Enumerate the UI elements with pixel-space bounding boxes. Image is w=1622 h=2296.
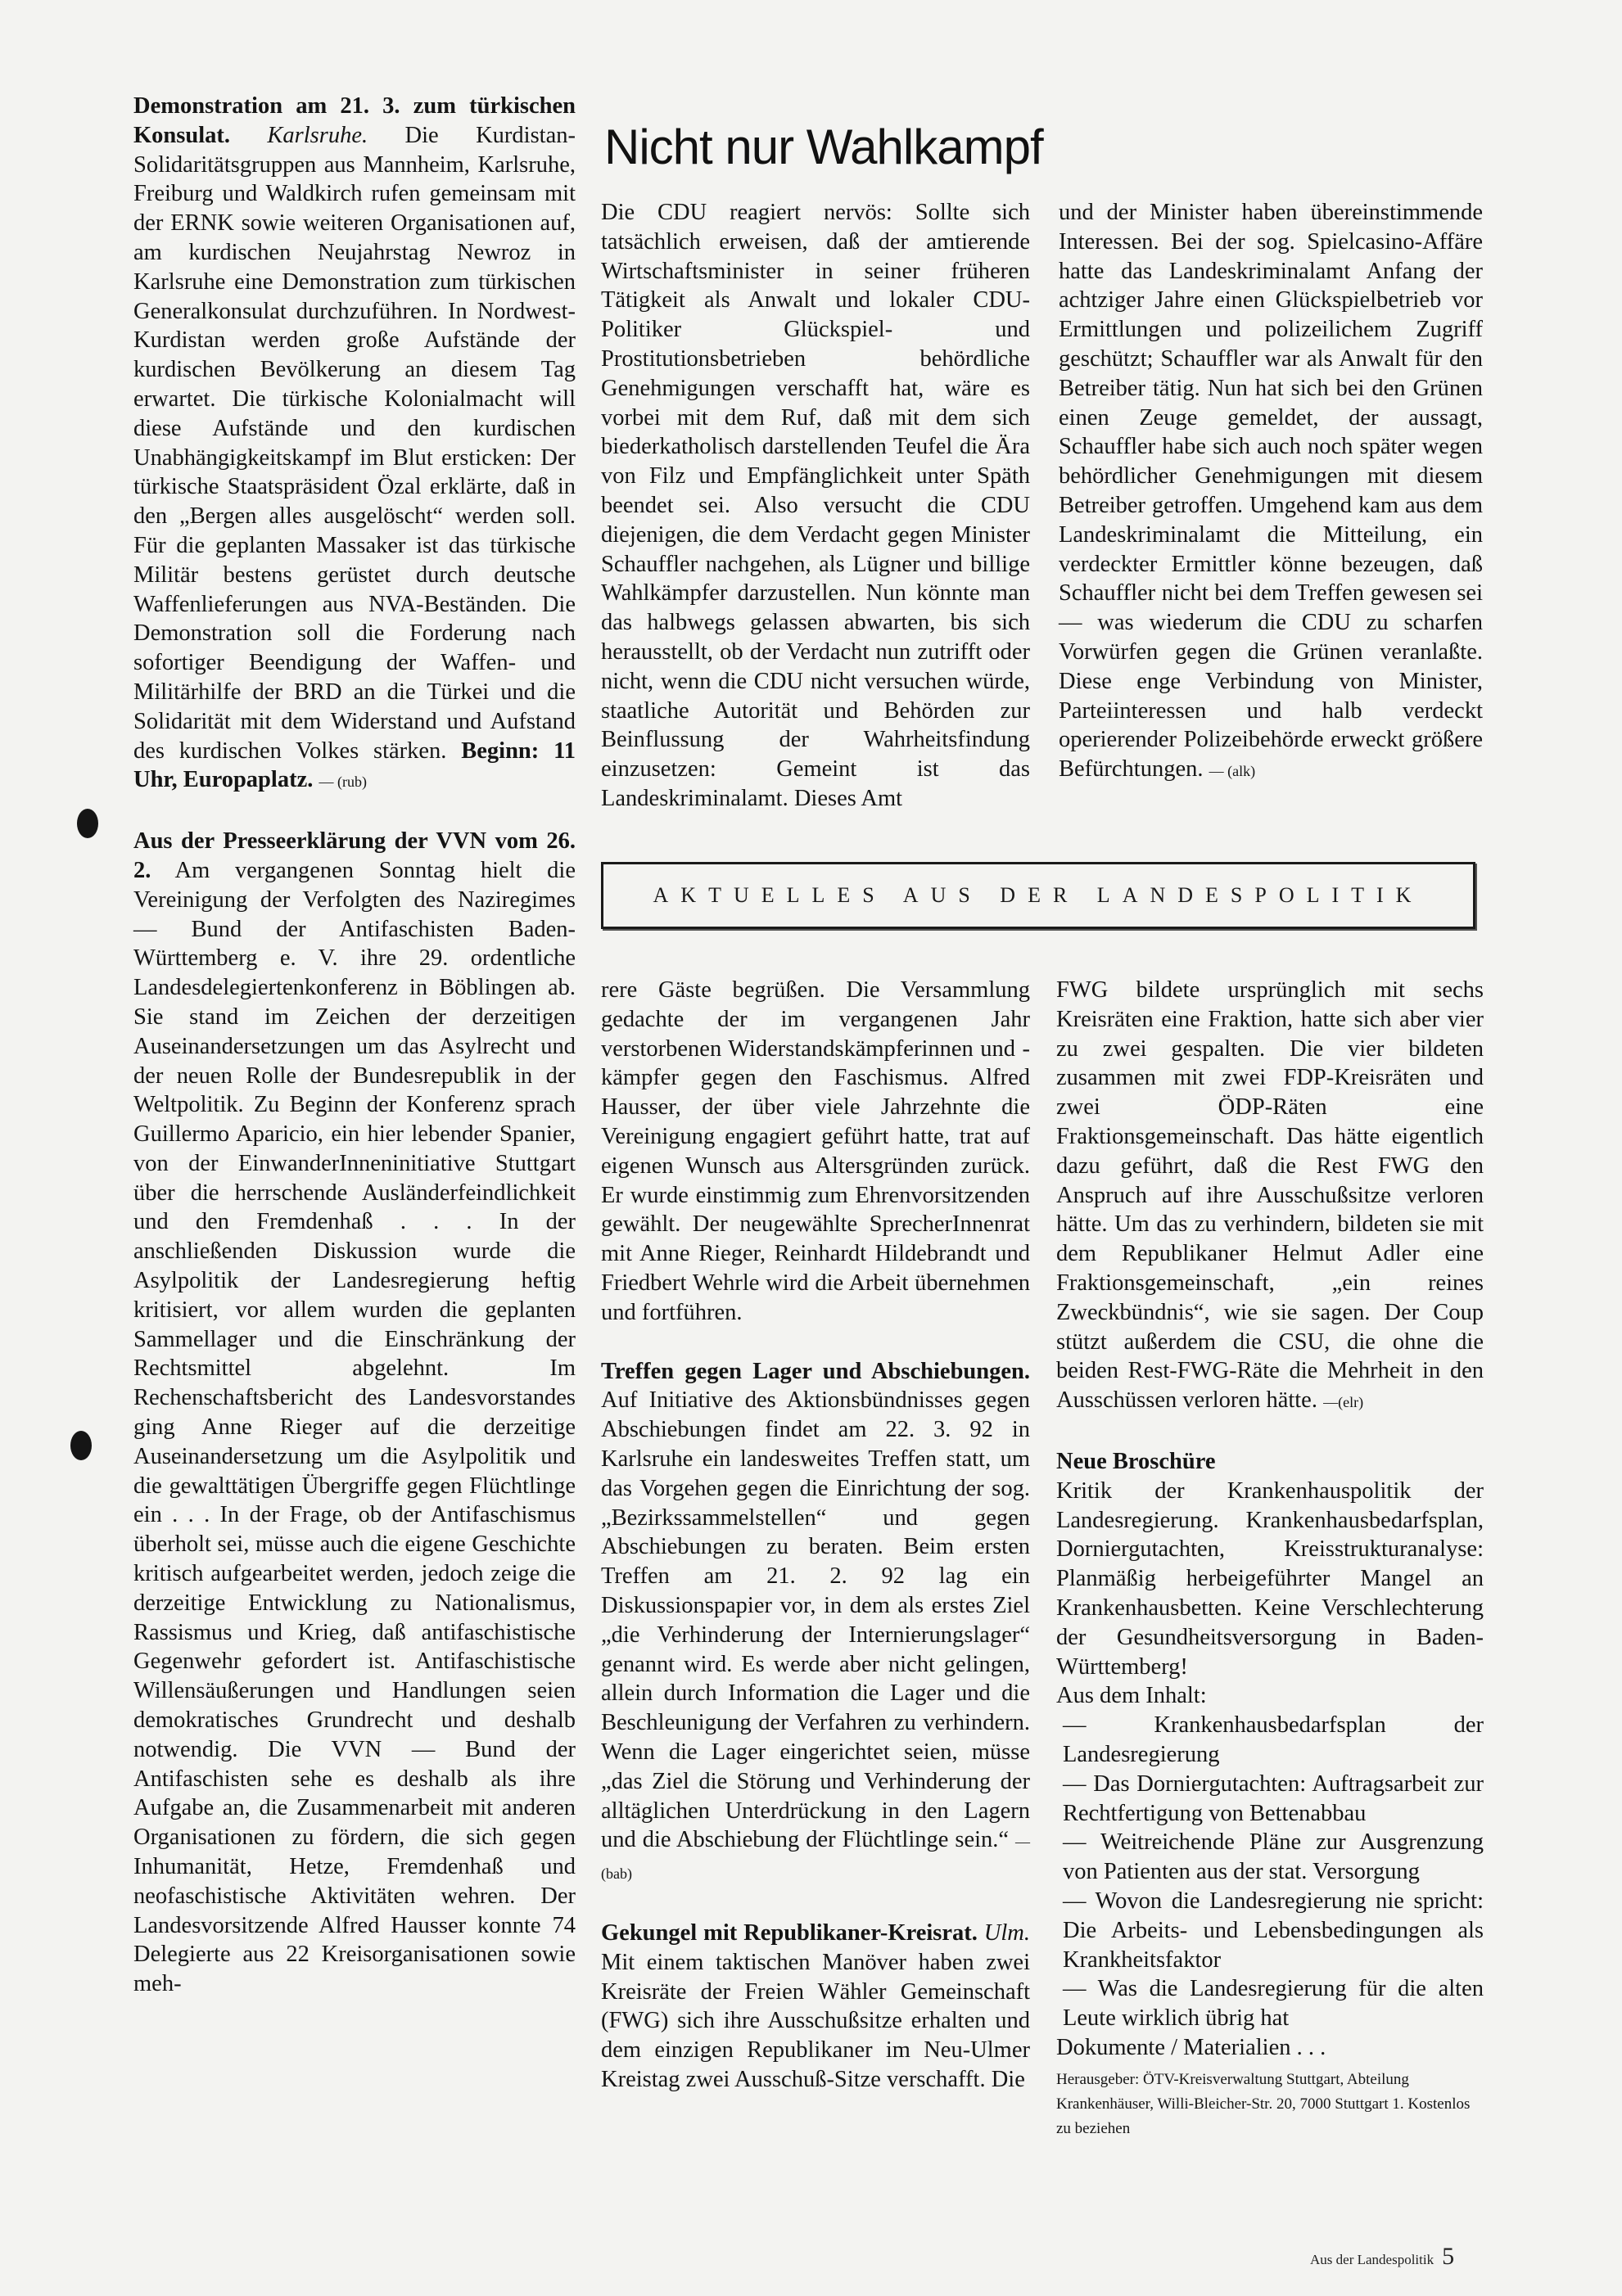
wahlkampf-column-2 bbox=[1059, 198, 1483, 787]
article-demonstration bbox=[133, 92, 576, 797]
demonstration-body: Die Kurdistan-Solidaritätsgruppen aus Mannheim, Karlsruhe, Freiburg und Waldkirch rufen gemeinsam mit der ERNK sowie weiteren Organisationen auf, am kurdischen Neujahrstag Newroz in Karlsruhe eine Demonstration zum türkischen Generalkonsulat durchzuführen. In Nordwest-Kurdistan werden große Aufstände der kurdischen Bevölkerung an diesem Tag erwartet. Die türkische Kolonialmacht will diese Aufstände und den kurdischen Unabhängigkeitskampf im Blut ersticken: Der türkische Staatspräsident Özal erklärte, daß in den „Bergen alles ausgelöscht“ werden soll. Für die geplanten Massaker ist das türkische Militär bestens gerüstet durch deutsche Waffenlieferungen aus NVA-Beständen. Die Demonstration soll die Forderung nach sofortiger Beendigung der Waffen- und Militärhilfe der BRD an die Türkei und die Solidarität mit dem Widerstand und Aufstand des kurdischen Volkes stärken. bbox=[133, 122, 576, 764]
author-signature: —(elr) bbox=[1323, 1394, 1364, 1411]
author-signature: — (alk) bbox=[1209, 763, 1256, 780]
broschuere-item: — Weitreichende Pläne zur Ausgrenzung von Patienten aus der stat. Versorgung bbox=[1063, 1829, 1484, 1885]
broschuere-item: Dokumente / Materialien . . . bbox=[1056, 2034, 1326, 2060]
gekungel-title: Gekungel mit Republikaner-Kreisrat. bbox=[601, 1919, 978, 1946]
broschuere-item: — Wovon die Landesregierung nie spricht: Die Arbeits- und Lebensbedingungen als Krankheitsfaktor bbox=[1063, 1888, 1484, 1973]
article-gekungel bbox=[601, 1919, 1030, 2095]
article-vvn bbox=[133, 827, 576, 1999]
wahlkampf-text-2-body: und der Minister haben übereinstimmende Interessen. Bei der sog. Spielcasino-Affäre hatte das Landeskriminalamt Anfang der achtziger Jahre einen Glückspielbetrieb vor Ermittlungen und polizeilichem Zugriff geschützt; Schauffler war als Anwalt für den Betreiber tätig. Nun hat sich bei den Grünen einen Zeuge gemeldet, der aussagt, Schauffler habe sich auch noch später wegen behördlicher Genehmigungen mit diesem Betreiber getroffen. Umgehend kam aus dem Landeskriminalamt die Mitteilung, ein verdeckter Ermittler könne bezeugen, daß Schauffler nicht bei dem Treffen gewesen sei — was wiederum die CDU zu scharfen Vorwürfen gegen die Grünen veranlaßte. Diese enge Verbindung von Minister, Parteiinteressen und halb verdeckt operierender Polizeibehörde erweckt größere Befürchtungen. bbox=[1059, 200, 1483, 783]
wahlkampf-text-1: Die CDU reagiert nervös: Sollte sich tatsächlich erweisen, daß der amtierende Wirtschaftsminister in seiner früheren Tätigkeit als Anwalt und lokaler CDU-Politiker Glückspiel- und Prostitutionsbetrieben behördliche Genehmigungen verschafft hat, wäre es vorbei mit dem Ruf, daß mit dem sich biederkatholisch darstellenden Teufel die Ära von Filz und Empfänglichkeit unter Späth beendet sei. Also versucht die CDU diejenigen, die dem Verdacht gegen Minister Schauffler nachgehen, als Lügner und billige Wahlkämpfer darzustellen. Nun könnte man das halbwegs gelassen abwarten, bis sich herausstellt, ob der Verdacht nun zutrifft oder nicht, wenn die CDU nicht versuchen würde, staatliche Autorität und Behörden zur Beinflussung der Wahrheitsfindung einzusetzen: Gemeint ist das Landeskriminalamt. Dieses Amt bbox=[601, 200, 1030, 811]
page-footer bbox=[1310, 2243, 1454, 2271]
broschuere-contents-label: Aus dem Inhalt: bbox=[1056, 1683, 1207, 1709]
wahlkampf-text-2 bbox=[1059, 198, 1483, 787]
broschuere-item: — Das Dorniergutachten: Auftragsarbeit zur Rechtfertigung von Bettenabbau bbox=[1063, 1770, 1484, 1826]
author-signature: — (bab) bbox=[601, 1834, 1030, 1883]
vvn-continuation: rere Gäste begrüßen. Die Versammlung gedachte der im vergangenen Jahr verstorbenen Widerstandskämpferinnen und -kämpfer gegen den Faschismus. Alfred Hausser, der über viele Jahrzehnte die Vereinigung engagiert geführt hatte, trat auf eigenen Wunsch aus Altersgründen zurück. Er wurde einstimmig zum Ehrenvorsitzenden gewählt. Der neugewählte SprecherInnenrat mit Anne Rieger, Reinhardt Hildebrandt und Friedbert Wehrle wird die Arbeit übernehmen und fortführen. bbox=[601, 977, 1030, 1325]
footer-section: Aus der Landespolitik bbox=[1310, 2252, 1434, 2267]
right-column bbox=[1056, 976, 1484, 2141]
punch-hole-top bbox=[77, 809, 98, 838]
gekungel-body: Mit einem taktischen Manöver haben zwei Kreisräte der Freien Wähler Gemeinschaft (FWG) sich ihre Ausschußsitze erhalten und dem einzigen Republikaner im Neu-Ulmer Kreistag zwei Ausschuß-Sitze verschafft. Die bbox=[601, 1949, 1030, 2092]
gekungel-place: Ulm. bbox=[983, 1919, 1030, 1946]
gekungel-continuation bbox=[1056, 976, 1484, 1418]
left-column bbox=[133, 92, 576, 1999]
broschuere-item: — Krankenhausbedarfsplan der Landesregierung bbox=[1063, 1712, 1484, 1767]
section-banner: AKTUELLES AUS DER LANDESPOLITIK bbox=[601, 862, 1475, 929]
broschuere-publisher: Herausgeber: ÖTV-Kreisverwaltung Stuttgart, Abteilung Krankenhäuser, Willi-Bleicher-Str. 20, 7000 Stuttgart 1. Kostenlos zu beziehen bbox=[1056, 2070, 1471, 2137]
gekungel-continuation-body: FWG bildete ursprünglich mit sechs Kreisräten eine Fraktion, hatte sich aber vier zu zwei gespalten. Die vier bildeten zusammen mit zwei FDP-Kreisräten und zwei ÖDP-Räten eine Fraktionsgemeinschaft. Das hätte eigentlich dazu geführt, daß die Rest FWG den Anspruch auf ihre Ausschußsitze verloren hätte. Um das zu verhindern, bildeten sie mit dem Republikaner Helmut Adler eine Fraktionsgemeinschaft, „ein reines Zweckbündnis“, wie sie sagen. Der Coup stützt außerdem die CSU, die ohne die beiden Rest-FWG-Räte die Mehrheit in den Ausschüssen verloren hätte. bbox=[1056, 977, 1484, 1414]
vvn-body: Am vergangenen Sonntag hielt die Vereinigung der Verfolgten des Naziregimes — Bund der Antifaschisten Baden-Württemberg e. V. ihre 29. ordentliche Landesdelegiertenkonferenz in Böblingen ab. Sie stand im Zeichen der derzeitigen Auseinandersetzungen um das Asylrecht und der neuen Rolle der Bundesrepublik in der Weltpolitik. Zu Beginn der Konferenz sprach Guillermo Aparicio, ein hier lebender Spanier, von der EinwanderInneninitiative Stuttgart über die herrschende Ausländerfeindlichkeit und den Fremdenhaß . . . In der anschließenden Diskussion wurde die Asylpolitik der Landesregierung heftig kritisiert, vor allem wurden die geplanten Sammellager und die Einschränkung der Rechtsmittel abgelehnt. Im Rechenschaftsbericht des Landesvorstandes ging Anne Rieger auf die derzeitige Auseinandersetzung um die Asylpolitik und die gewalttätigen Übergriffe gegen Flüchtlinge ein . . . In der Frage, ob der Antifaschismus überholt sei, müsse auch die eigene Geschichte kritisch aufgearbeitet werden, jedoch zeige die derzeitige Entwicklung zu Nationalismus, Rassismus und Krieg, daß antifaschistische Gegenwehr gefordert ist. Antifaschistische Willensäußerungen und Handlungen seien demokratisches Grundrecht und deshalb notwendig. Die VVN — Bund der Antifaschisten sehe es deshalb als ihre Aufgabe an, die Zusammenarbeit mit anderen Organisationen zu fördern, die sich gegen Inhumanität, Hetze, Fremdenhaß und neofaschistische Aktivitäten wehren. Der Landesvorsitzende Alfred Hausser konnte 74 Delegierte aus 22 Kreisorganisationen sowie meh- bbox=[133, 857, 576, 1997]
vvn-title: Aus der Presseerklärung der VVN vom 26. 2. bbox=[133, 828, 576, 883]
wahlkampf-column-1 bbox=[601, 198, 1030, 814]
author-signature: — (rub) bbox=[319, 774, 367, 791]
broschuere-body: Kritik der Krankenhauspolitik der Landesregierung. Krankenhausbedarfsplan, Dorniergutachten, Kreisstrukturanalyse: Planmäßig herbeigeführter Mangel an Krankenhausbetten. Keine Verschlechterung der Gesundheitsversorgung in Baden-Württemberg! bbox=[1056, 1477, 1484, 1680]
abschiebungen-body: Auf Initiative des Aktionsbündnisses gegen Abschiebungen findet am 22. 3. 92 in Karlsruhe ein landesweites Treffen statt, um das Vorgehen gegen die Einrichtung der sog. „Bezirkssammelstellen“ und gegen Abschiebungen zu beraten. Beim ersten Treffen am 21. 2. 92 lag ein Diskussionspapier vor, in dem als erstes Ziel „die Verhinderung der Internierungslager“ genannt wird. Es werde aber nicht gelingen, allein durch Information die Lager und die Beschleunigung der Verfahren zu verhindern. Wenn die Lager eingerichtet seien, müsse „das Ziel die Störung und Verhinderung der alltäglichen Unterdrückung in den Lagern und die Abschiebung der Flüchtlinge sein.“ bbox=[601, 1387, 1030, 1853]
article-heading: Nicht nur Wahlkampf bbox=[604, 120, 1043, 174]
demonstration-title: Demonstration am 21. 3. zum türkischen Konsulat. bbox=[133, 93, 576, 148]
article-broschuere bbox=[1056, 1447, 1484, 2063]
middle-column bbox=[601, 976, 1030, 2095]
page-number: 5 bbox=[1442, 2243, 1455, 2270]
abschiebungen-title: Treffen gegen Lager und Abschiebungen. bbox=[601, 1358, 1030, 1384]
article-abschiebungen bbox=[601, 1357, 1030, 1889]
broschuere-title: Neue Broschüre bbox=[1056, 1448, 1216, 1474]
broschuere-item: — Was die Landesregierung für die alten Leute wirklich übrig hat bbox=[1063, 1976, 1484, 2032]
demonstration-time: Beginn: 11 Uhr, Europaplatz. bbox=[133, 738, 576, 793]
demonstration-place: Karlsruhe. bbox=[267, 122, 368, 148]
punch-hole-bottom bbox=[70, 1431, 92, 1460]
